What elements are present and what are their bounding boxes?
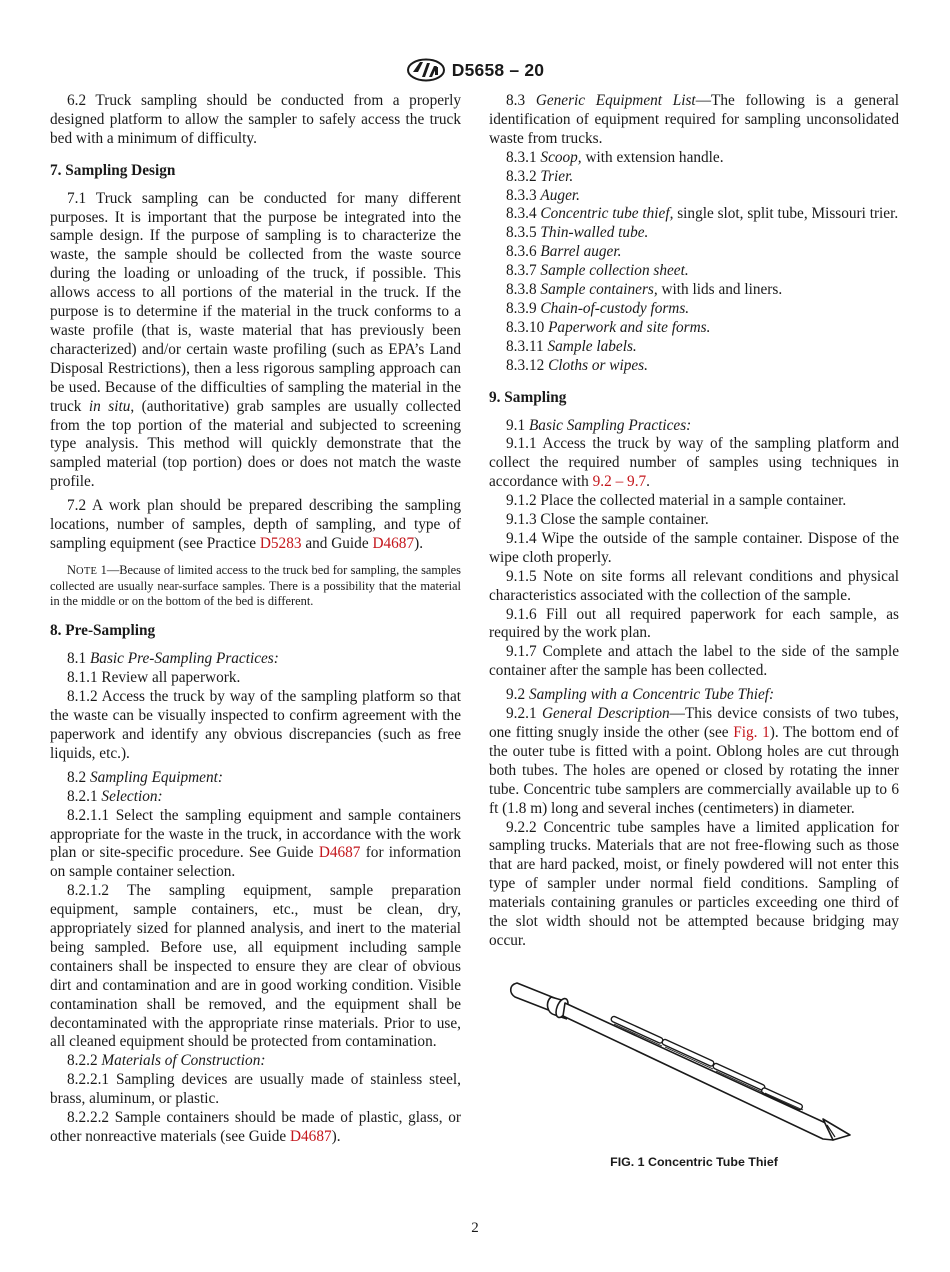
paragraph	[489, 511, 899, 530]
text-run: 7.2 A work plan should be prepared describing the sampling locations, number of samples, depth of sampling, and type of sampling equipment (see Practice	[50, 497, 461, 552]
italic-text: Scoop,	[540, 148, 582, 166]
reference-link[interactable]: Fig. 1	[733, 724, 770, 741]
paragraph	[489, 568, 899, 606]
text-run: 8.2.1	[67, 787, 102, 805]
italic-text: Cloths or wipes.	[548, 356, 648, 374]
text-run: .	[646, 473, 650, 491]
italic-text: Basic Pre-Sampling Practices:	[89, 650, 279, 668]
spacer	[50, 554, 461, 563]
paragraph	[50, 688, 461, 764]
section-heading: 9. Sampling	[489, 388, 567, 406]
text-run: ).	[331, 1128, 341, 1146]
text-run: 9.1.7 Complete and attach the label to the side of the sample container after the sample has been collected.	[489, 643, 899, 680]
italic-text: Basic Sampling Practices:	[528, 416, 692, 434]
spacer	[50, 181, 461, 190]
italic-text: Sampling with a Concentric Tube Thief:	[528, 686, 775, 704]
paragraph	[50, 882, 461, 1052]
paragraph	[489, 300, 899, 319]
reference-link[interactable]: D4687	[289, 1128, 332, 1146]
text-run: 9.1.1 Access the truck by way of the sampling platform and collect the required number of samples using techniques in accordance with	[489, 435, 899, 491]
text-run: and Guide	[301, 534, 373, 552]
italic-text: Chain-of-custody forms.	[540, 299, 690, 317]
paragraph	[489, 530, 899, 568]
text-run: 7.1 Truck sampling can be conducted for many different purposes. It is important that the purpose be integrated into the sample design. If the purpose of sampling is to characterize the waste, the sample should be collected from the waste source during the loading or unloading of the truck, if possible. This allows access to all portions of the material in the truck. If the purpose is to determine if the material in the truck conforms to a waste profile (that is, waste material that has previously been characterized) and/or certain waste profiling (such as EPA’s Land Disposal Restrictions), then a less rigorous sampling approach can be used. Because of the difficulties of sampling the material in the truck	[50, 189, 461, 415]
text-run: OTE	[75, 565, 98, 577]
paragraph	[50, 669, 461, 688]
paragraph	[489, 262, 899, 281]
text-run: 8.1	[67, 650, 90, 668]
italic-text: General Description	[541, 705, 670, 723]
text-run: 8.3	[506, 92, 536, 109]
text-run: ). The bottom end of the outer tube is fitted with a point. Oblong holes are cut through both tubes. The holes are opened or closed by rotating the inner tube. Concentric tube samplers are commercially available up to 6 ft (1.8 m) long and several inches (centimeters) in diameter.	[489, 724, 899, 817]
note-paragraph	[50, 563, 461, 610]
text-run: 6.2 Truck sampling should be conducted from a properly designed platform to allow the sampler to safely access the truck bed with a minimum of difficulty.	[50, 92, 461, 147]
paragraph	[489, 417, 899, 436]
text-run: —The following is a general identification of equipment required for sampling unconsolidated waste from trucks.	[489, 92, 899, 147]
text-run: 8.3.2	[506, 167, 541, 185]
text-run: —This device consists of two tubes, one fitting snugly inside the other (see	[489, 705, 899, 741]
italic-text: Sampling Equipment:	[89, 768, 223, 786]
text-run: 8.3.3	[506, 186, 541, 204]
reference-link[interactable]: D5283	[259, 534, 302, 552]
paragraph	[489, 243, 899, 262]
paragraph	[489, 492, 899, 511]
text-run: 9.2	[506, 686, 529, 704]
italic-text: Thin-walled tube.	[540, 224, 649, 242]
text-run: 8.2.1.2 The sampling equipment, sample preparation equipment, sample containers, etc., must be clean, dry, appropriately sized for planned analysis, and inert to the material being sampled. Before use, all equipment including sample containers shall be inspected to ensure they are clear of obvious dirt and contamination and are in good working condition. Visible contamination shall be removed, and the equipment shall be decontaminated with the appropriate rinse materials. Prior to use, all cleaned equipment should be protected from contamination.	[50, 882, 461, 1051]
italic-text: Materials of Construction:	[101, 1052, 266, 1070]
text-run: 9.2.1	[506, 705, 542, 723]
text-run: 8.3.9	[506, 299, 541, 317]
text-run: 8.1.2 Access the truck by way of the sampling platform so that the waste can be visually inspected to confirm agreement with the paperwork and identify any obvious discrepancies (such as free liquids, etc.).	[50, 688, 461, 762]
section-heading: 8. Pre-Sampling	[50, 622, 156, 640]
paragraph	[50, 190, 461, 493]
paragraph	[50, 807, 461, 883]
paragraph	[489, 338, 899, 357]
text-run: with extension handle.	[581, 148, 724, 166]
paragraph	[489, 92, 899, 149]
right-column	[489, 92, 899, 1169]
paragraph	[50, 769, 461, 788]
paragraph	[489, 643, 899, 681]
italic-text: Concentric tube thief,	[540, 205, 674, 223]
italic-text: Generic Equipment List	[535, 92, 696, 109]
text-run: 8.3.4	[506, 205, 541, 223]
paragraph	[50, 1109, 461, 1147]
paragraph	[489, 705, 899, 818]
document-designation: D5658 – 20	[451, 59, 545, 80]
text-run: with lids and liners.	[657, 281, 783, 299]
paragraph	[489, 319, 899, 338]
text-run: for information on sample container selection.	[50, 844, 461, 881]
paragraph	[489, 281, 899, 300]
paragraph	[489, 224, 899, 243]
text-run: 8.2.1.1 Select the sampling equipment and sample containers appropriate for the waste in the truck, in accordance with the work plan or site-specific procedure. See Guide	[50, 806, 461, 862]
text-run: 9.1	[506, 416, 529, 434]
paragraph	[489, 149, 899, 168]
italic-text: Barrel auger.	[540, 243, 622, 261]
italic-text: in situ	[88, 397, 131, 415]
text-run: 8.3.6	[506, 243, 541, 261]
spacer	[489, 408, 899, 417]
reference-link[interactable]: D4687	[372, 534, 415, 552]
paragraph	[489, 187, 899, 206]
text-run: 8.3.7	[506, 262, 541, 280]
figure-caption: FIG. 1 Concentric Tube Thief	[610, 1154, 778, 1169]
text-run: 8.3.12	[506, 356, 549, 374]
text-run: 1—Because of limited access to the truck bed for sampling, the samples collected are usually near-surface samples. There is a possibility that the material in the middle or on the bottom of the bed is different.	[50, 562, 461, 609]
text-run: 9.2.2 Concentric tube samples have a limited application for sampling trucks. Materials that are not free-flowing such as those that are hard packed, moist, or finely powdered will not enter this type of sampler under normal field conditions. Sampling of materials containing granules or particles exceeding one third of the slot width should not be attempted because bridging may occur.	[489, 818, 899, 949]
text-run: 9.1.6 Fill out all required paperwork for each sample, as required by the work plan.	[489, 605, 899, 642]
text-run: 8.2.2.1 Sampling devices are usually made of stainless steel, brass, aluminum, or plastic.	[50, 1071, 461, 1108]
concentric-tube-thief-icon	[505, 977, 865, 1149]
italic-text: Paperwork and site forms.	[548, 318, 711, 336]
text-run: 9.1.2 Place the collected material in a sample container.	[506, 492, 847, 510]
text-run: 9.1.5 Note on site forms all relevant conditions and physical characteristics associated with the collection of the sample.	[489, 567, 899, 604]
italic-text: Sample labels.	[547, 337, 637, 355]
figure-1	[489, 977, 899, 1169]
text-run: 8.3.11	[506, 337, 548, 355]
paragraph	[489, 357, 899, 376]
astm-logo-icon	[406, 58, 446, 82]
reference-link[interactable]: D4687	[318, 844, 361, 862]
text-run: 8.2.2.2 Sample containers should be made of plastic, glass, or other nonreactive materials (see Guide	[50, 1109, 461, 1146]
paragraph	[50, 497, 461, 554]
paragraph	[489, 435, 899, 492]
text-run: 9.1.3 Close the sample container.	[506, 511, 709, 529]
text-run: 8.1.1 Review all paperwork.	[67, 669, 241, 687]
spacer	[50, 609, 461, 622]
text-run: 8.3.1	[506, 148, 541, 166]
text-run: ).	[414, 534, 424, 552]
paragraph	[489, 168, 899, 187]
text-run: 8.3.5	[506, 224, 541, 242]
spacer	[489, 376, 899, 389]
paragraph	[489, 819, 899, 951]
page-number: 2	[471, 1220, 479, 1236]
page-header	[0, 55, 950, 85]
text-run: 8.2.2	[67, 1052, 102, 1070]
text-run: 8.3.8	[506, 281, 541, 299]
paragraph	[50, 1071, 461, 1109]
section-heading: 7. Sampling Design	[50, 161, 176, 179]
paragraph	[489, 205, 899, 224]
italic-text: Sample containers,	[540, 281, 658, 299]
italic-text: Trier.	[540, 167, 574, 185]
paragraph	[50, 788, 461, 807]
paragraph	[50, 650, 461, 669]
text-run: , (authoritative) grab samples are usually collected from the top portion of the material and subjected to screening type analysis. This method will quickly demonstrate that the sampled material (top portion) does or does not match the waste profile.	[50, 397, 461, 491]
text-run: 8.2	[67, 768, 90, 786]
italic-text: Sample collection sheet.	[540, 262, 689, 280]
italic-text: Selection:	[101, 787, 163, 805]
spacer	[50, 149, 461, 162]
text-run: single slot, split tube, Missouri trier.	[673, 205, 899, 223]
left-column	[50, 92, 461, 1147]
paragraph	[489, 606, 899, 644]
text-run: 8.3.10	[506, 318, 549, 336]
text-run: N	[67, 562, 76, 577]
spacer	[50, 641, 461, 650]
paragraph	[50, 92, 461, 149]
paragraph	[489, 686, 899, 705]
reference-link[interactable]: 9.2 – 9.7	[592, 473, 647, 491]
paragraph	[50, 1052, 461, 1071]
text-run: 9.1.4 Wipe the outside of the sample container. Dispose of the wipe cloth properly.	[489, 529, 899, 566]
italic-text: Auger.	[540, 186, 580, 204]
